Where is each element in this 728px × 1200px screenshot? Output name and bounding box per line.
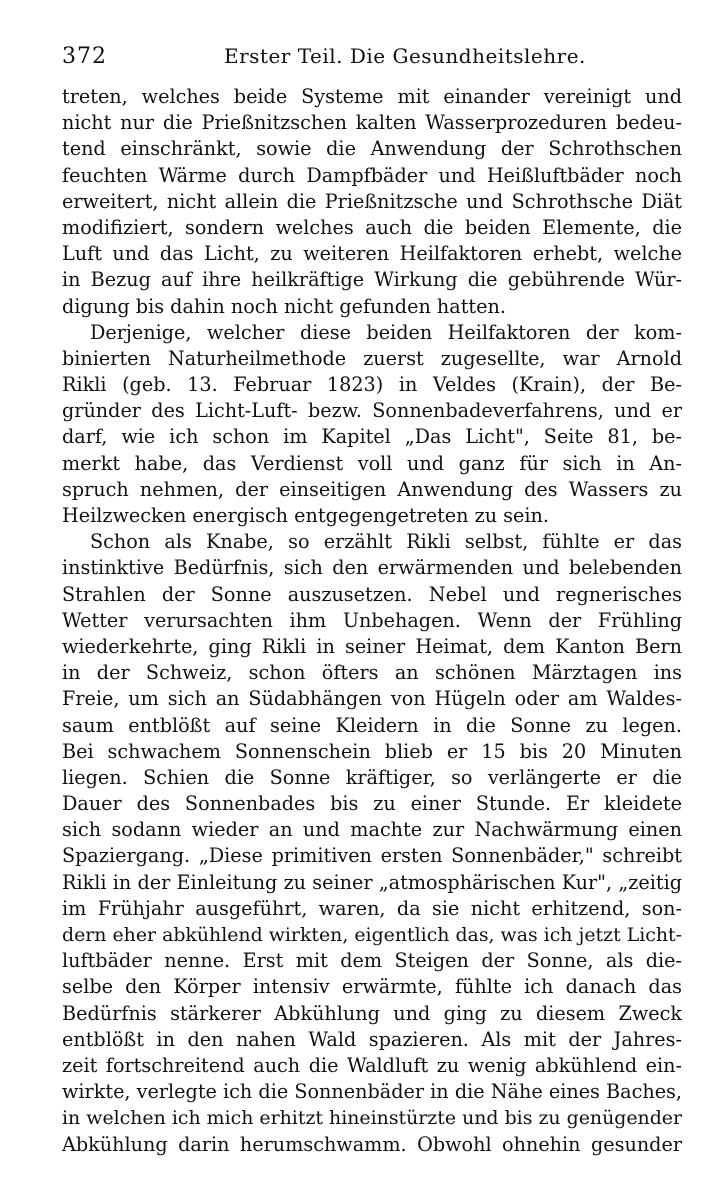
text-line: wiederkehrte, ging Rikli in seiner Heimat, dem Kanton Bern xyxy=(62,634,682,658)
text-line: dern eher abkühlend wirkten, eigentlich das, was ich jetzt Licht- xyxy=(62,924,682,946)
text-line: in Bezug auf ihre heilkräftige Wirkung die gebührende Wür- xyxy=(62,268,682,292)
text-line: liegen. Schien die Sonne kräftiger, so verlängerte er die xyxy=(62,765,682,789)
text-line: Rikli in der Einleitung zu seiner „atmosphärischen Kur", „zeitig xyxy=(62,870,682,894)
body-text xyxy=(62,84,682,1158)
text-line: nicht nur die Prießnitzschen kalten Wasserprozeduren bedeu- xyxy=(62,111,682,135)
text-line: in welchen ich mich erhitzt hineinstürzte und bis zu genügender xyxy=(62,1107,682,1130)
text-line: Luft und das Licht, zu weiteren Heilfaktoren erhebt, welche xyxy=(62,242,682,266)
text-line: selbe den Körper intensiv erwärmte, fühlte ich danach das xyxy=(62,975,682,999)
text-line: Dauer des Sonnenbades bis zu einer Stunde. Er kleidete xyxy=(62,792,682,816)
text-line: merkt habe, das Verdienst voll und ganz für sich in An- xyxy=(62,451,682,475)
text-line: binierten Naturheilmethode zuerst zugesellte, war Arnold xyxy=(62,346,682,370)
text-line: im Frühjahr ausgeführt, waren, da sie nicht erhitzend, son- xyxy=(62,896,682,920)
text-line: instinktive Bedürfnis, sich den erwärmenden und belebenden xyxy=(62,556,682,580)
text-line: sich sodann wieder an und machte zur Nachwärmung einen xyxy=(62,818,682,842)
text-line: wirkte, verlegte ich die Sonnenbäder in die Nähe eines Baches, xyxy=(62,1080,682,1104)
text-line: in der Schweiz, schon öfters an schönen Märztagen ins xyxy=(62,661,682,685)
text-line: Heilzwecken energisch entgegengetreten zu sein. xyxy=(62,504,549,527)
text-line: Rikli (geb. 13. Februar 1823) in Veldes (Krain), der Be- xyxy=(62,373,682,397)
text-line: digung bis dahin noch nicht gefunden hatten. xyxy=(62,294,506,318)
page-number: 372 xyxy=(62,44,107,69)
text-line: Abkühlung darin herumschwamm. Obwohl ohnehin gesunder xyxy=(62,1132,682,1156)
text-line: Derjenige, welcher diese beiden Heilfaktoren der kom- xyxy=(90,320,682,344)
text-line: modifiziert, sondern welches auch die beiden Elemente, die xyxy=(62,215,682,239)
text-line: spruch nehmen, der einseitigen Anwendung des Wassers zu xyxy=(62,477,682,501)
text-line: Strahlen der Sonne auszusetzen. Nebel und regnerisches xyxy=(62,582,682,606)
text-line: Wetter verursachten ihm Unbehagen. Wenn der Frühling xyxy=(62,608,682,632)
text-line: Freie, um sich an Südabhängen von Hügeln oder am Waldes- xyxy=(62,687,682,711)
text-line: gründer des Licht-Luft- bezw. Sonnenbadeverfahrens, und er xyxy=(62,399,682,423)
text-line: Spaziergang. „Diese primitiven ersten Sonnenbäder," schreibt xyxy=(62,844,682,868)
text-line: entblößt in den nahen Wald spazieren. Als mit der Jahres- xyxy=(62,1027,682,1051)
text-line: zeit fortschreitend auch die Waldluft zu wenig abkühlend ein- xyxy=(62,1053,682,1077)
running-head: Erster Teil. Die Gesundheitslehre. xyxy=(224,44,586,68)
text-line: darf, wie ich schon im Kapitel „Das Licht", Seite 81, be- xyxy=(62,425,682,449)
text-line: saum entblößt auf seine Kleidern in die Sonne zu legen. xyxy=(62,713,682,737)
text-line: tend einschränkt, sowie die Anwendung der Schrothschen xyxy=(62,137,682,161)
text-line: Schon als Knabe, so erzählt Rikli selbst, fühlte er das xyxy=(90,530,682,554)
text-line: Bedürfnis stärkerer Abkühlung und ging zu diesem Zweck xyxy=(62,1001,682,1025)
page-header xyxy=(62,38,678,74)
text-line: erweitert, nicht allein die Prießnitzsche und Schrothsche Diät xyxy=(62,189,682,213)
text-line: feuchten Wärme durch Dampfbäder und Heißluftbäder noch xyxy=(62,163,682,187)
text-line: luftbäder nenne. Erst mit dem Steigen der Sonne, als die- xyxy=(62,949,682,973)
text-line: treten, welches beide Systeme mit einander vereinigt und xyxy=(62,85,682,108)
text-line: Bei schwachem Sonnenschein blieb er 15 bis 20 Minuten xyxy=(62,739,682,763)
